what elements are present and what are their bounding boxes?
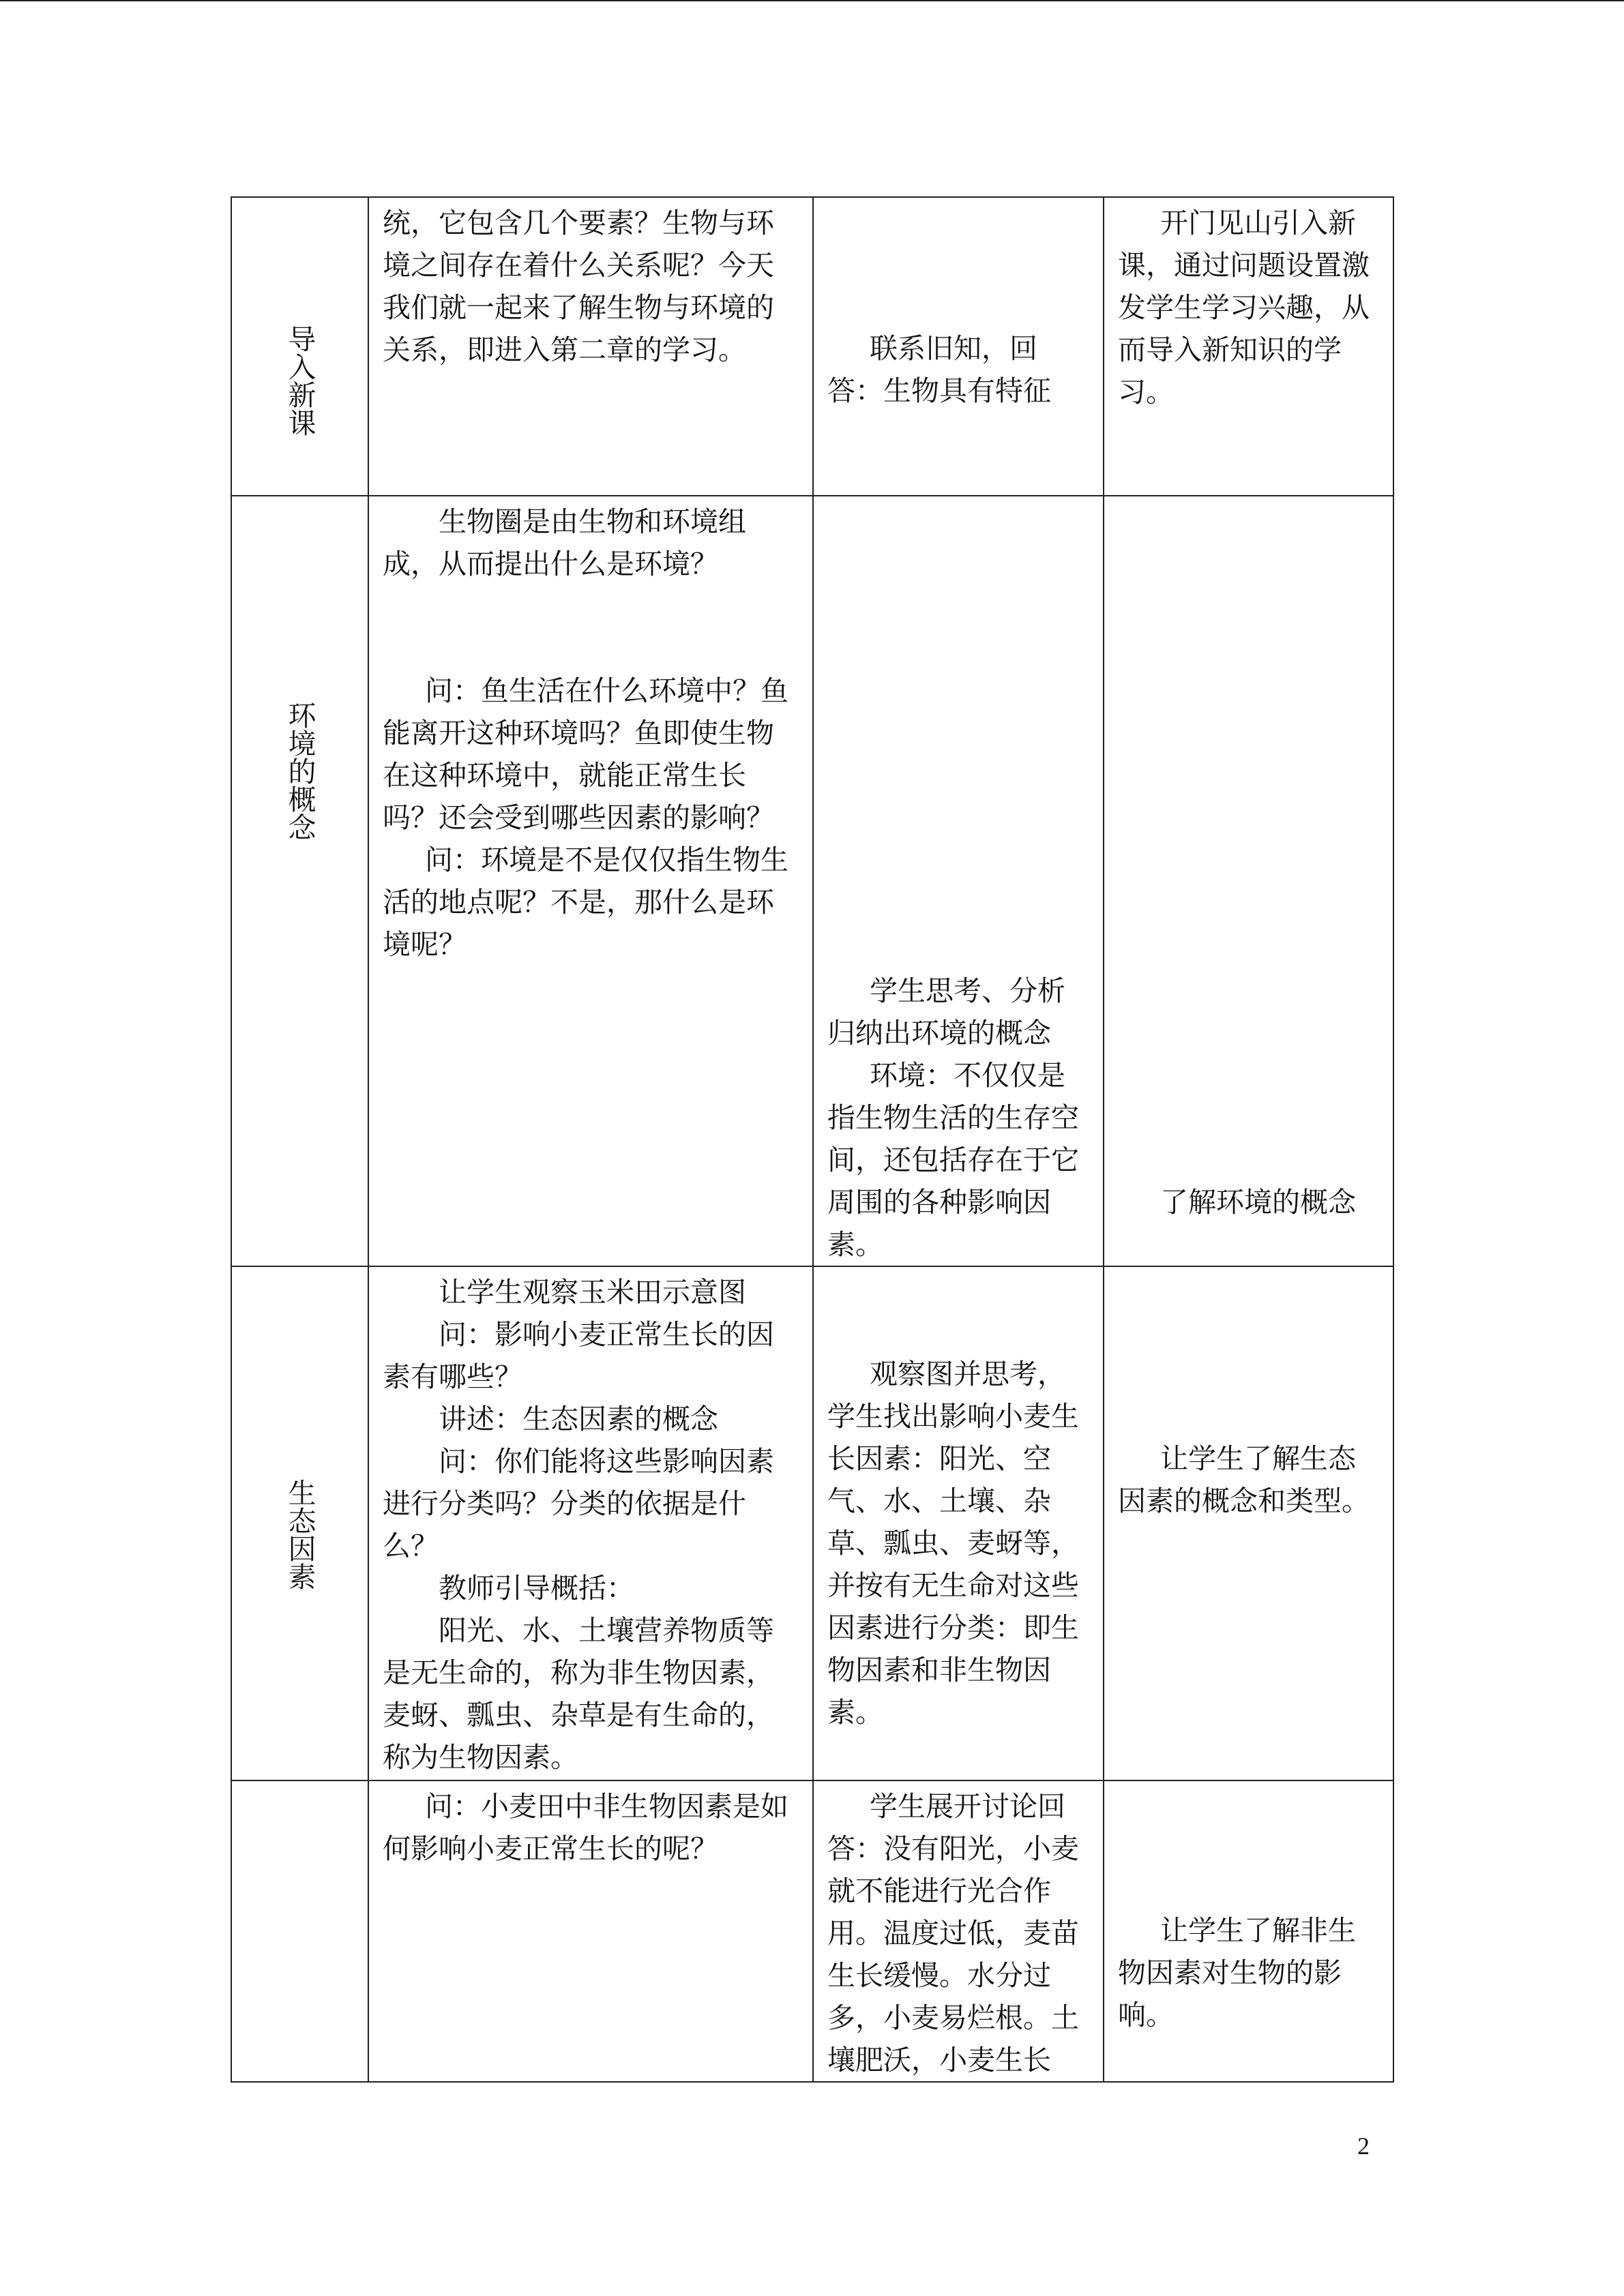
teacher-activity-cell xyxy=(368,1266,813,1780)
teacher-text: 生物圈是由生物和环境组成，从而提出什么是环境？ xyxy=(383,505,746,580)
student-text: 环境：不仅仅是指生物生活的生存空间，还包括存在于它周围的各种影响因素。 xyxy=(827,1059,1079,1261)
teacher-text: 统，它包含几个要素？生物与环境之间存在着什么关系呢？今天我们就一起来了解生物与环境的关系，即进入第二章的学习。 xyxy=(383,207,774,366)
stage-cell xyxy=(231,197,368,496)
intent-text: 了解环境的概念 xyxy=(1160,1186,1356,1219)
student-activity-cell xyxy=(813,197,1104,496)
intent-text: 开门见山引入新课，通过问题设置激发学生学习兴趣，从而导入新知识的学习。 xyxy=(1118,207,1370,408)
teacher-text: 问：影响小麦正常生长的因素有哪些？ xyxy=(383,1318,774,1393)
stage-label: 环境的概念 xyxy=(283,701,316,841)
stage-label: 生态因素 xyxy=(283,1478,316,1590)
teacher-activity-cell xyxy=(368,1780,813,2082)
teacher-text: 问：环境是不是仅仅指生物生活的地点呢？不是，那什么是环境呢？ xyxy=(383,844,788,961)
teacher-text: 问：小麦田中非生物因素是如何影响小麦正常生长的呢？ xyxy=(383,1790,788,1865)
table-row xyxy=(231,1780,1393,2082)
teacher-text: 讲述：生态因素的概念 xyxy=(439,1403,718,1435)
student-text: 学生展开讨论回答：没有阳光，小麦就不能进行光合作用。温度过低，麦苗生长缓慢。水分过多，小麦易烂根。土壤肥沃，小麦生长 xyxy=(827,1790,1079,2076)
intent-text: 让学生了解生态因素的概念和类型。 xyxy=(1118,1442,1370,1517)
table-row xyxy=(231,496,1393,1266)
teacher-activity-cell xyxy=(368,197,813,496)
top-border-line xyxy=(0,0,1624,1)
intent-text: 让学生了解非生物因素对生物的影响。 xyxy=(1118,1914,1356,2031)
student-text: 学生思考、分析归纳出环境的概念 xyxy=(827,974,1065,1049)
design-intent-cell xyxy=(1104,1780,1393,2082)
design-intent-cell xyxy=(1104,496,1393,1266)
stage-cell xyxy=(231,1266,368,1780)
page-number: 2 xyxy=(1357,2132,1370,2160)
student-activity-cell xyxy=(813,1780,1104,2082)
student-text: 观察图并思考，学生找出影响小麦生长因素：阳光、空气、水、土壤、杂草、瓢虫、麦蚜等，并按有无生命对这些因素进行分类：即生物因素和非生物因素。 xyxy=(827,1358,1079,1729)
stage-cell xyxy=(231,1780,368,2082)
teacher-text: 教师引导概括： xyxy=(439,1572,634,1605)
stage-label: 导入新课 xyxy=(283,325,316,436)
teacher-text: 阳光、水、土壤营养物质等是无生命的，称为非生物因素，麦蚜、瓢虫、杂草是有生命的，称为生物因素。 xyxy=(383,1614,774,1774)
table-row xyxy=(231,1266,1393,1780)
student-activity-cell xyxy=(813,1266,1104,1780)
teacher-text: 让学生观察玉米田示意图 xyxy=(439,1276,746,1309)
student-activity-cell xyxy=(813,496,1104,1266)
teacher-text: 问：你们能将这些影响因素进行分类吗？分类的依据是什么？ xyxy=(383,1445,774,1562)
lesson-plan-table xyxy=(231,196,1394,2083)
design-intent-cell xyxy=(1104,197,1393,496)
teacher-activity-cell xyxy=(368,496,813,1266)
student-text: 联系旧知，回答：生物具有特征 xyxy=(827,332,1051,407)
table-row xyxy=(231,197,1393,496)
design-intent-cell xyxy=(1104,1266,1393,1780)
teacher-text: 问：鱼生活在什么环境中？鱼能离开这种环境吗？鱼即使生物在这种环境中，就能正常生长吗？还会受到哪些因素的影响？ xyxy=(383,674,788,834)
stage-cell xyxy=(231,496,368,1266)
